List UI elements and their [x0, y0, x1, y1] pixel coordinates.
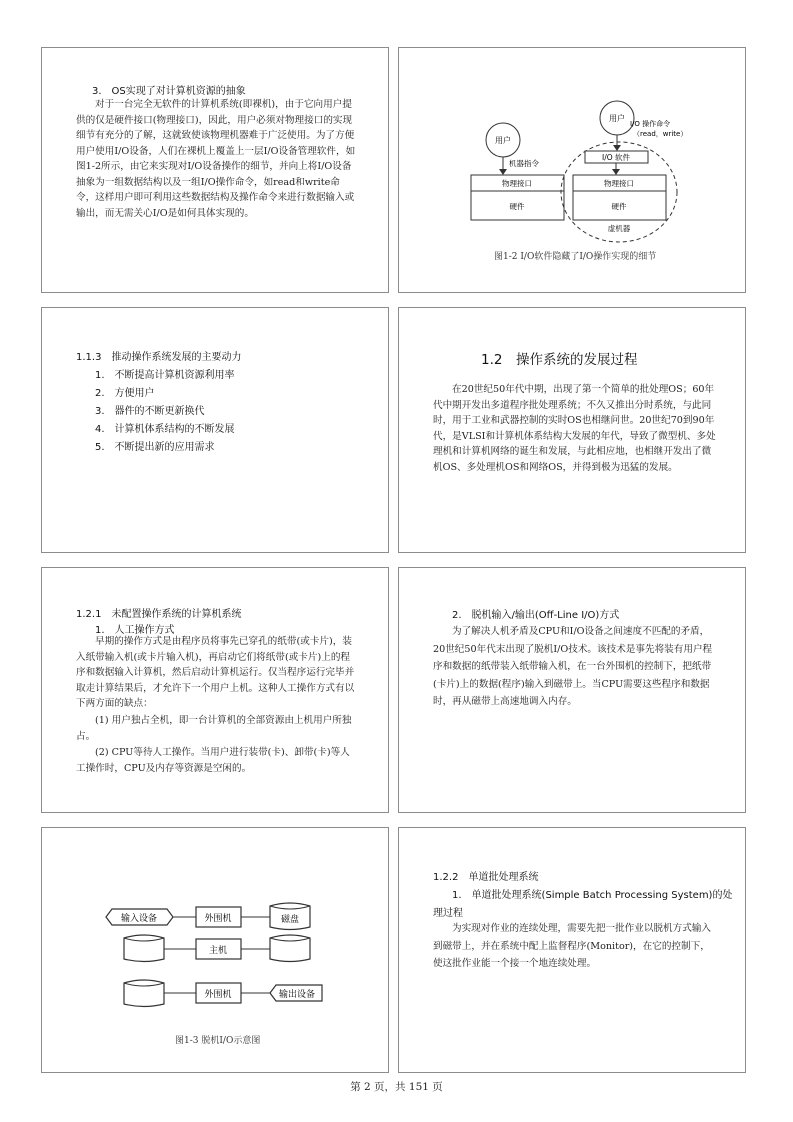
list-item: 1. 不断提高计算机资源利用率 — [95, 370, 235, 381]
slide-heading: 3. OS实现了对计算机资源的抽象 — [92, 86, 246, 97]
slide-simple-batch — [398, 827, 746, 1073]
peripheral-top-label: 外围机 — [204, 914, 232, 924]
machine-cmd-label: 机器指令 — [509, 159, 539, 168]
slide-figure-1-3 — [41, 827, 389, 1073]
list-item: 3. 器件的不断更新换代 — [95, 406, 205, 417]
slide-subheading: 1. 人工操作方式 — [95, 625, 175, 636]
output-device-label: 输出设备 — [278, 990, 316, 1000]
phys-interface-right-label: 物理接口 — [604, 179, 634, 188]
tape-left-icon — [124, 935, 164, 962]
slide-figure-1-2 — [398, 47, 746, 293]
list-item: 5. 不断提出新的应用需求 — [95, 442, 215, 453]
user-right-label: 用户 — [609, 114, 625, 123]
io-software-label: I/O 软件 — [601, 153, 631, 162]
slide-paragraph: 早期的操作方式是由程序员将事先已穿孔的纸带(或卡片)，装入纸带输入机(或卡片输入机)，再启动它们将纸带(或卡片)上的程序和数据输入计算机，然后启动计算机运行。仅当程序运行完毕并取走计算结果后，才允许下一个用户上机。这种人工操作方式有以下两方面的缺点： — [76, 636, 355, 709]
slide-body: 对于一台完全无软件的计算机系统(即裸机)，由于它向用户提供的仅是硬件接口(物理接口)，因此，用户必须对物理接口的实现细节有充分的了解，这就致使该物理机器难于广泛使用。为了方便用户使用I/O设备，人们在裸机上覆盖上一层I/O设备管理软件，如图1-2所示，由它来实现对I/O设备操作的细节，并向上将I/O设备抽象为一组数据结构以及一组I/O操作命令，如read和write命令，这样用户即可利用这些数据结构及操作命令来进行数据输入或输出，而无需关心I/O是如何具体实现的。 — [76, 99, 356, 219]
io-command-args: （read，write） — [633, 130, 688, 138]
tape-bottom-icon — [124, 980, 164, 1007]
slide-heading: 1.1.3 推动操作系统发展的主要动力 — [76, 352, 242, 363]
list-item: 4. 计算机体系结构的不断发展 — [95, 424, 235, 435]
slide-subheading-cont: 理过程 — [433, 908, 463, 919]
virtual-machine-label: 虚机器 — [607, 224, 631, 233]
slide-os-abstraction — [41, 47, 389, 293]
input-device-label: 输入设备 — [120, 914, 158, 924]
slide-body: 为实现对作业的连续处理，需要先把一批作业以脱机方式输入到磁带上，并在系统中配上监督程序(Monitor)，在它的控制下，使这批作业能一个接一个地连续处理。 — [433, 923, 712, 969]
slide-no-os — [41, 567, 389, 813]
slide-paragraph: (1) 用户独占全机，即一台计算机的全部资源由上机用户所独占。 — [76, 715, 352, 742]
slide-offline-io — [398, 567, 746, 813]
slide-driving-forces — [41, 307, 389, 553]
list-item: 2. 方便用户 — [95, 388, 155, 399]
slide-heading: 1.2.2 单道批处理系统 — [433, 872, 539, 883]
slide-title: 1.2 操作系统的发展过程 — [481, 352, 638, 368]
slide-heading: 1.2.1 未配置操作系统的计算机系统 — [76, 609, 242, 620]
hardware-right-label: 硬件 — [611, 202, 627, 211]
slide-body: 在20世纪50年代中期，出现了第一个简单的批处理OS；60年代中期开发出多道程序批处理系统；不久又推出分时系统，与此同时，用于工业和武器控制的实时OS也相继问世。20世纪70到90年代，是VLSI和计算机体系结构大发展的年代，导致了微型机、多处理机和计算机网络的诞生和发展，与此相应地，也相继开发出了微机OS、多处理机OS和网络OS，并得到极为迅猛的发展。 — [433, 384, 716, 473]
slide-paragraph: (2) CPU等待人工操作。当用户进行装带(卡)、卸带(卡)等人工操作时，CPU及内存等资源是空闲的。 — [76, 747, 350, 774]
host-label: 主机 — [208, 946, 228, 956]
page-footer: 第 2 页，共 151 页 — [350, 1081, 443, 1093]
io-command-label: I/O 操作命令 — [630, 120, 671, 128]
figure-caption: 图1-2 I/O软件隐藏了I/O操作实现的细节 — [494, 252, 657, 262]
disk-label: 磁盘 — [280, 915, 300, 925]
slide-body: 为了解决人机矛盾及CPU和I/O设备之间速度不匹配的矛盾，20世纪50年代末出现了脱机I/O技术。该技术是事先将装有用户程序和数据的纸带装入纸带输入机，在一台外围机的控制下，把纸带(卡片)上的数据(程序)输入到磁带上。当CPU需要这些程序和数据时，再从磁带上高速地调入内存。 — [433, 626, 713, 707]
slide-heading: 2. 脱机输入/输出(Off-Line I/O)方式 — [452, 610, 620, 621]
tape-right-icon — [270, 935, 310, 962]
peripheral-bottom-label: 外围机 — [204, 990, 232, 1000]
slide-subheading: 1. 单道批处理系统(Simple Batch Processing System)的处 — [452, 890, 733, 901]
phys-interface-left-label: 物理接口 — [502, 179, 532, 188]
figure-caption: 图1-3 脱机I/O示意图 — [175, 1036, 261, 1046]
user-left-label: 用户 — [495, 136, 511, 145]
slide-os-history — [398, 307, 746, 553]
hardware-left-label: 硬件 — [509, 202, 525, 211]
